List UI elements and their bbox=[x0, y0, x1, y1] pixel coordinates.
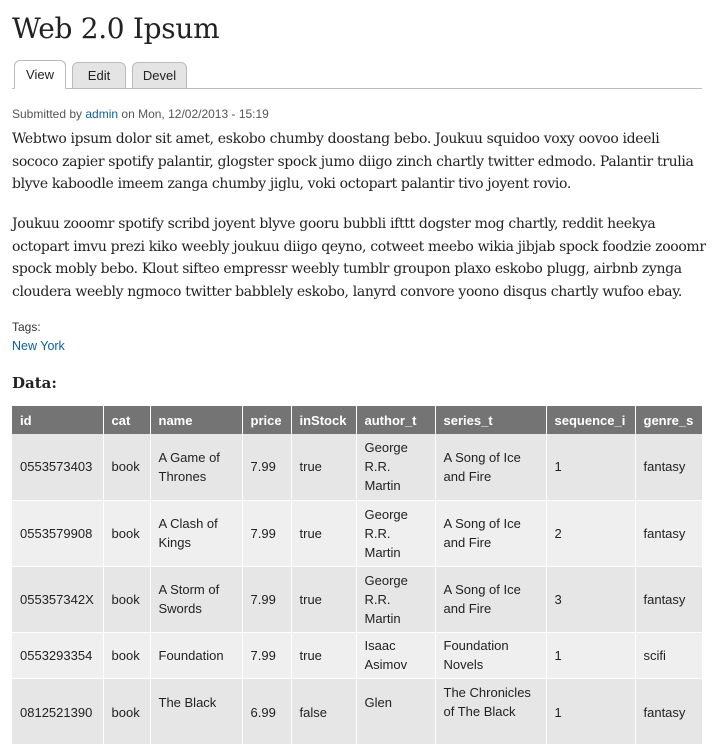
table-cell: George R.R. Martin bbox=[356, 434, 435, 500]
column-header: inStock bbox=[291, 406, 356, 434]
body-paragraph-1: Webtwo ipsum dolor sit amet, eskobo chumby doostang bebo. Joukuu squidoo voxy oovoo ideeli sococo zapier spotify palantir, glogster spock jumo diigo zinch chartly twitter edmodo. Palantir trulia blyve kaboodle imeem zanga chumby jiglu, voki octopart palantir tivo joyent rovio. bbox=[12, 131, 694, 192]
table-cell: A Song of Ice and Fire bbox=[435, 434, 546, 500]
tab-devel[interactable]: Devel bbox=[132, 62, 187, 89]
column-header: series_t bbox=[435, 406, 546, 434]
table-cell: true bbox=[291, 434, 356, 500]
table-cell: Glen bbox=[356, 678, 435, 744]
author-link[interactable]: admin bbox=[85, 107, 119, 121]
column-header: name bbox=[150, 406, 242, 434]
page-title: Web 2.0 Ipsum bbox=[12, 12, 220, 45]
table-cell: 7.99 bbox=[242, 500, 291, 566]
column-header: price bbox=[242, 406, 291, 434]
table-cell: true bbox=[291, 500, 356, 566]
tab-bar bbox=[12, 58, 702, 89]
table-row bbox=[12, 678, 702, 744]
table-cell: A Song of Ice and Fire bbox=[435, 566, 546, 632]
table-header-row bbox=[12, 406, 702, 434]
table-cell: true bbox=[291, 632, 356, 678]
table-cell: 7.99 bbox=[242, 434, 291, 500]
data-table bbox=[12, 406, 703, 745]
table-cell: 1 bbox=[546, 678, 635, 744]
table-cell: A Game of Thrones bbox=[150, 434, 242, 500]
table-row bbox=[12, 566, 702, 632]
submitted-prefix: Submitted by bbox=[12, 107, 86, 121]
tags-label: Tags: bbox=[12, 320, 41, 334]
submitted-info bbox=[12, 107, 269, 121]
table-cell: book bbox=[103, 434, 150, 500]
column-header: author_t bbox=[356, 406, 435, 434]
table-row bbox=[12, 632, 702, 678]
column-header: cat bbox=[103, 406, 150, 434]
table-cell: book bbox=[103, 500, 150, 566]
table-cell: false bbox=[291, 678, 356, 744]
column-header: id bbox=[12, 406, 103, 434]
table-cell: 2 bbox=[546, 500, 635, 566]
table-cell: book bbox=[103, 566, 150, 632]
data-heading: Data: bbox=[12, 374, 57, 392]
table-cell: The Chronicles of The Black bbox=[435, 678, 546, 744]
table-cell: 1 bbox=[546, 632, 635, 678]
table-cell: A Song of Ice and Fire bbox=[435, 500, 546, 566]
table-cell: 1 bbox=[546, 434, 635, 500]
table-cell: 0553573403 bbox=[12, 434, 103, 500]
table-cell: true bbox=[291, 566, 356, 632]
tag-link-new-york[interactable]: New York bbox=[12, 339, 65, 353]
tab-edit[interactable]: Edit bbox=[72, 62, 126, 89]
table-cell: fantasy bbox=[635, 500, 702, 566]
table-row bbox=[12, 500, 702, 566]
table-cell: scifi bbox=[635, 632, 702, 678]
table-cell: The Black bbox=[150, 678, 242, 744]
body-paragraph-2: Joukuu zooomr spotify scribd joyent blyve gooru bubbli ifttt dogster mog chartly, reddit heekya octopart imvu prezi kiko weebly joukuu diigo qeyno, cotweet meebo wikia jibjab spock foodzie zooomr spock mobly bebo. Klout sifteo empressr weebly tumblr groupon plaxo eskobo plugg, airbnb zynga cloudera weebly ngmoco twitter babblely eskobo, lanyrd convore yoono disqus chartly wufoo ebay. bbox=[12, 216, 706, 300]
table-cell: 6.99 bbox=[242, 678, 291, 744]
table-cell: 7.99 bbox=[242, 566, 291, 632]
table-cell: fantasy bbox=[635, 566, 702, 632]
table-cell: George R.R. Martin bbox=[356, 500, 435, 566]
table-cell: Foundation Novels bbox=[435, 632, 546, 678]
table-cell: 7.99 bbox=[242, 632, 291, 678]
table-cell: A Storm of Swords bbox=[150, 566, 242, 632]
table-cell: fantasy bbox=[635, 434, 702, 500]
table-cell: Isaac Asimov bbox=[356, 632, 435, 678]
table-cell: A Clash of Kings bbox=[150, 500, 242, 566]
table-cell: 055357342X bbox=[12, 566, 103, 632]
table-row bbox=[12, 434, 702, 500]
table-cell: 0553293354 bbox=[12, 632, 103, 678]
table-cell: book bbox=[103, 632, 150, 678]
table-cell: 0553579908 bbox=[12, 500, 103, 566]
table-cell: fantasy bbox=[635, 678, 702, 744]
table-cell: 0812521390 bbox=[12, 678, 103, 744]
column-header: sequence_i bbox=[546, 406, 635, 434]
table-cell: Foundation bbox=[150, 632, 242, 678]
submitted-date: on Mon, 12/02/2013 - 15:19 bbox=[118, 107, 269, 121]
column-header: genre_s bbox=[635, 406, 702, 434]
table-cell: 3 bbox=[546, 566, 635, 632]
table-cell: George R.R. Martin bbox=[356, 566, 435, 632]
table-cell: book bbox=[103, 678, 150, 744]
tab-view[interactable]: View bbox=[14, 60, 66, 89]
